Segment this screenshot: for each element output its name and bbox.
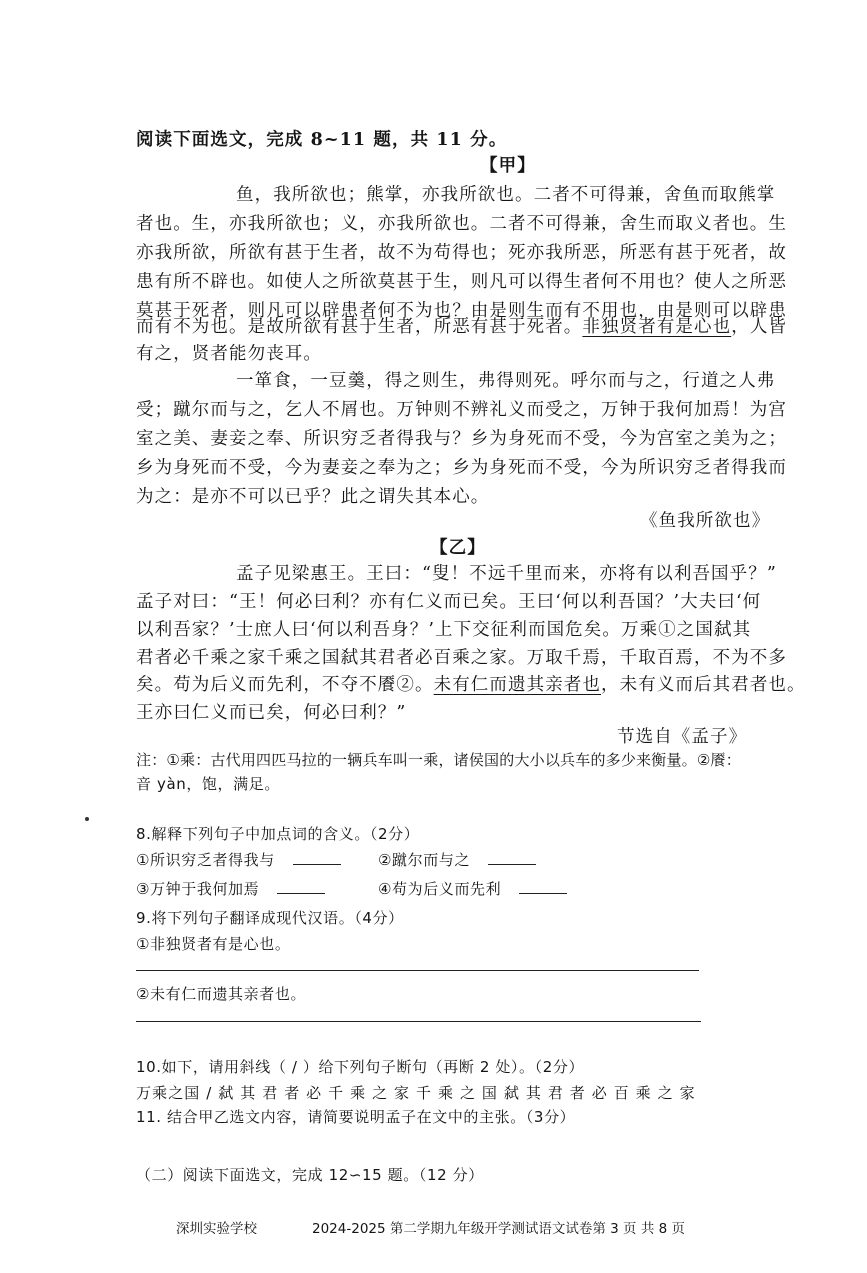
question-8-title: 8.解释下列句子中加点词的含义。（2分）: [136, 825, 420, 843]
passage-jia-line: 患有所不辟也。如使人之所欲莫甚于生，则凡可以得生者何不用也？使人之所恶: [136, 272, 787, 292]
passage-jia-line: 乡为身死而不受，今为妻妾之奉为之；乡为身死而不受，今为所识穷乏者得我而: [136, 458, 787, 478]
answer-blank[interactable]: [293, 863, 341, 865]
passage-jia-line-text: 而有不为也。是故所欲有甚于生者，所恶有甚于死者。: [136, 317, 583, 337]
passage-yi-line: 以利吾家？’士庶人曰‘何以利吾身？’上下交征利而国危矣。万乘①之国弑其: [136, 620, 752, 640]
underlined-sentence-1: 非独贤者有是心也: [582, 317, 732, 337]
question-10-title: 10.如下，请用斜线（ / ）给下列句子断句（再断 2 处）。（2分）: [136, 1058, 585, 1076]
question-8-item: [136, 878, 325, 899]
question-8-item-text: ③万钟于我何加焉: [136, 880, 260, 898]
question-9-title: 9.将下列句子翻译成现代汉语。（4分）: [136, 909, 404, 927]
answer-blank[interactable]: [277, 892, 325, 894]
passage-jia-line: 者也。生，亦我所欲也；义，亦我所欲也。二者不可得兼，舍生而取义者也。生: [136, 214, 787, 234]
passage-jia-title: 【甲】: [480, 156, 536, 176]
question-9-item: ①非独贤者有是心也。: [136, 935, 291, 953]
underlined-sentence-2: 未有仁而遗其亲者也: [433, 675, 602, 695]
scan-mark: [85, 817, 89, 821]
footer-school: 深圳实验学校: [176, 1221, 257, 1237]
passage-yi-line-text: 矣。苟为后义而先利，不夺不餍②。: [136, 675, 434, 695]
passage-jia-line: 鱼，我所欲也；熊掌，亦我所欲也。二者不可得兼，舍鱼而取熊掌: [236, 185, 776, 205]
passage-jia-source: 《鱼我所欲也》: [640, 511, 771, 531]
passage-jia-line-tail: ，人皆: [731, 317, 788, 337]
passage-jia-line: 有之，贤者能勿丧耳。: [136, 344, 322, 364]
passage-yi-title: 【乙】: [430, 538, 486, 558]
question-8-item-text: ①所识穷乏者得我与: [136, 851, 275, 869]
section-2-instruction: （二）阅读下面选文，完成 12∽15 题。（12 分）: [136, 1166, 484, 1184]
passage-yi-line-tail: ，未有义而后其君者也。: [601, 675, 806, 695]
passage-yi-line: 孟子见梁惠王。王曰：“叟！不远千里而来，亦将有以利吾国乎？”: [236, 564, 777, 584]
passage-yi-line: 王亦曰仁义而已矣，何必曰利？”: [136, 703, 407, 723]
question-11-title: 11. 结合甲乙选文内容，请简要说明孟子在文中的主张。（3分）: [136, 1108, 576, 1126]
question-8-item-text: ④苟为后义而先利: [378, 880, 502, 898]
passage-jia-line-with-underline: [136, 313, 787, 338]
answer-blank[interactable]: [488, 863, 536, 865]
passage-jia-line: 室之美、妻妾之奉、所识穷乏者得我与？乡为身死而不受，今为宫室之美为之；: [136, 429, 787, 449]
answer-line[interactable]: [136, 1021, 701, 1022]
passage-yi-line-with-underline: [136, 671, 806, 696]
question-9-item: ②未有仁而遗其亲者也。: [136, 985, 307, 1003]
question-10-sentence: 万乘之国 / 弑 其 君 者 必 千 乘 之 家 千 乘 之 国 弑 其 君 者 必 百 乘 之 家: [136, 1084, 696, 1102]
question-8-item: [378, 849, 536, 870]
question-8-item: [136, 849, 341, 870]
passage-jia-line: 一箪食，一豆羹，得之则生，弗得则死。呼尔而与之，行道之人弗: [236, 371, 776, 391]
passage-jia-line: 受；蹴尔而与之，乞人不屑也。万钟则不辨礼义而受之，万钟于我何加焉！为宫: [136, 400, 787, 420]
question-8-item: [378, 878, 567, 899]
question-8-item-text: ②蹴尔而与之: [378, 851, 471, 869]
passage-yi-source: 节选自《孟子》: [617, 727, 748, 747]
annotation-line: 注：①乘：古代用四匹马拉的一辆兵车叫一乘，诸侯国的大小以兵车的多少来衡量。②餍：: [136, 751, 741, 769]
passage-yi-line: 君者必千乘之家千乘之国弑其君者必百乘之家。万取千焉，千取百焉，不为不多: [136, 648, 787, 668]
passage-yi-line: 孟子对曰：“王！何必曰利？亦有仁义而已矣。王曰‘何以利吾国？’大夫曰‘何: [136, 592, 762, 612]
passage-jia-line: 莫甚于死者，则凡可以辟患者何不为也？由是则生而有不用也，由是则可以辟患: [136, 301, 787, 321]
answer-blank[interactable]: [519, 892, 567, 894]
passage-jia-line: 亦我所欲，所欲有甚于生者，故不为苟得也；死亦我所恶，所恶有甚于死者，故: [136, 243, 787, 263]
passage-jia-line: 为之：是亦不可以已乎？此之谓失其本心。: [136, 487, 490, 507]
annotation-line: 音 yàn，饱，满足。: [136, 775, 280, 793]
answer-line[interactable]: [136, 970, 699, 971]
section-instruction: 阅读下面选文，完成 8~11 题，共 11 分。: [136, 130, 508, 150]
footer-exam-info: 2024-2025 第二学期九年级开学测试语文试卷第 3 页 共 8 页: [312, 1221, 686, 1237]
